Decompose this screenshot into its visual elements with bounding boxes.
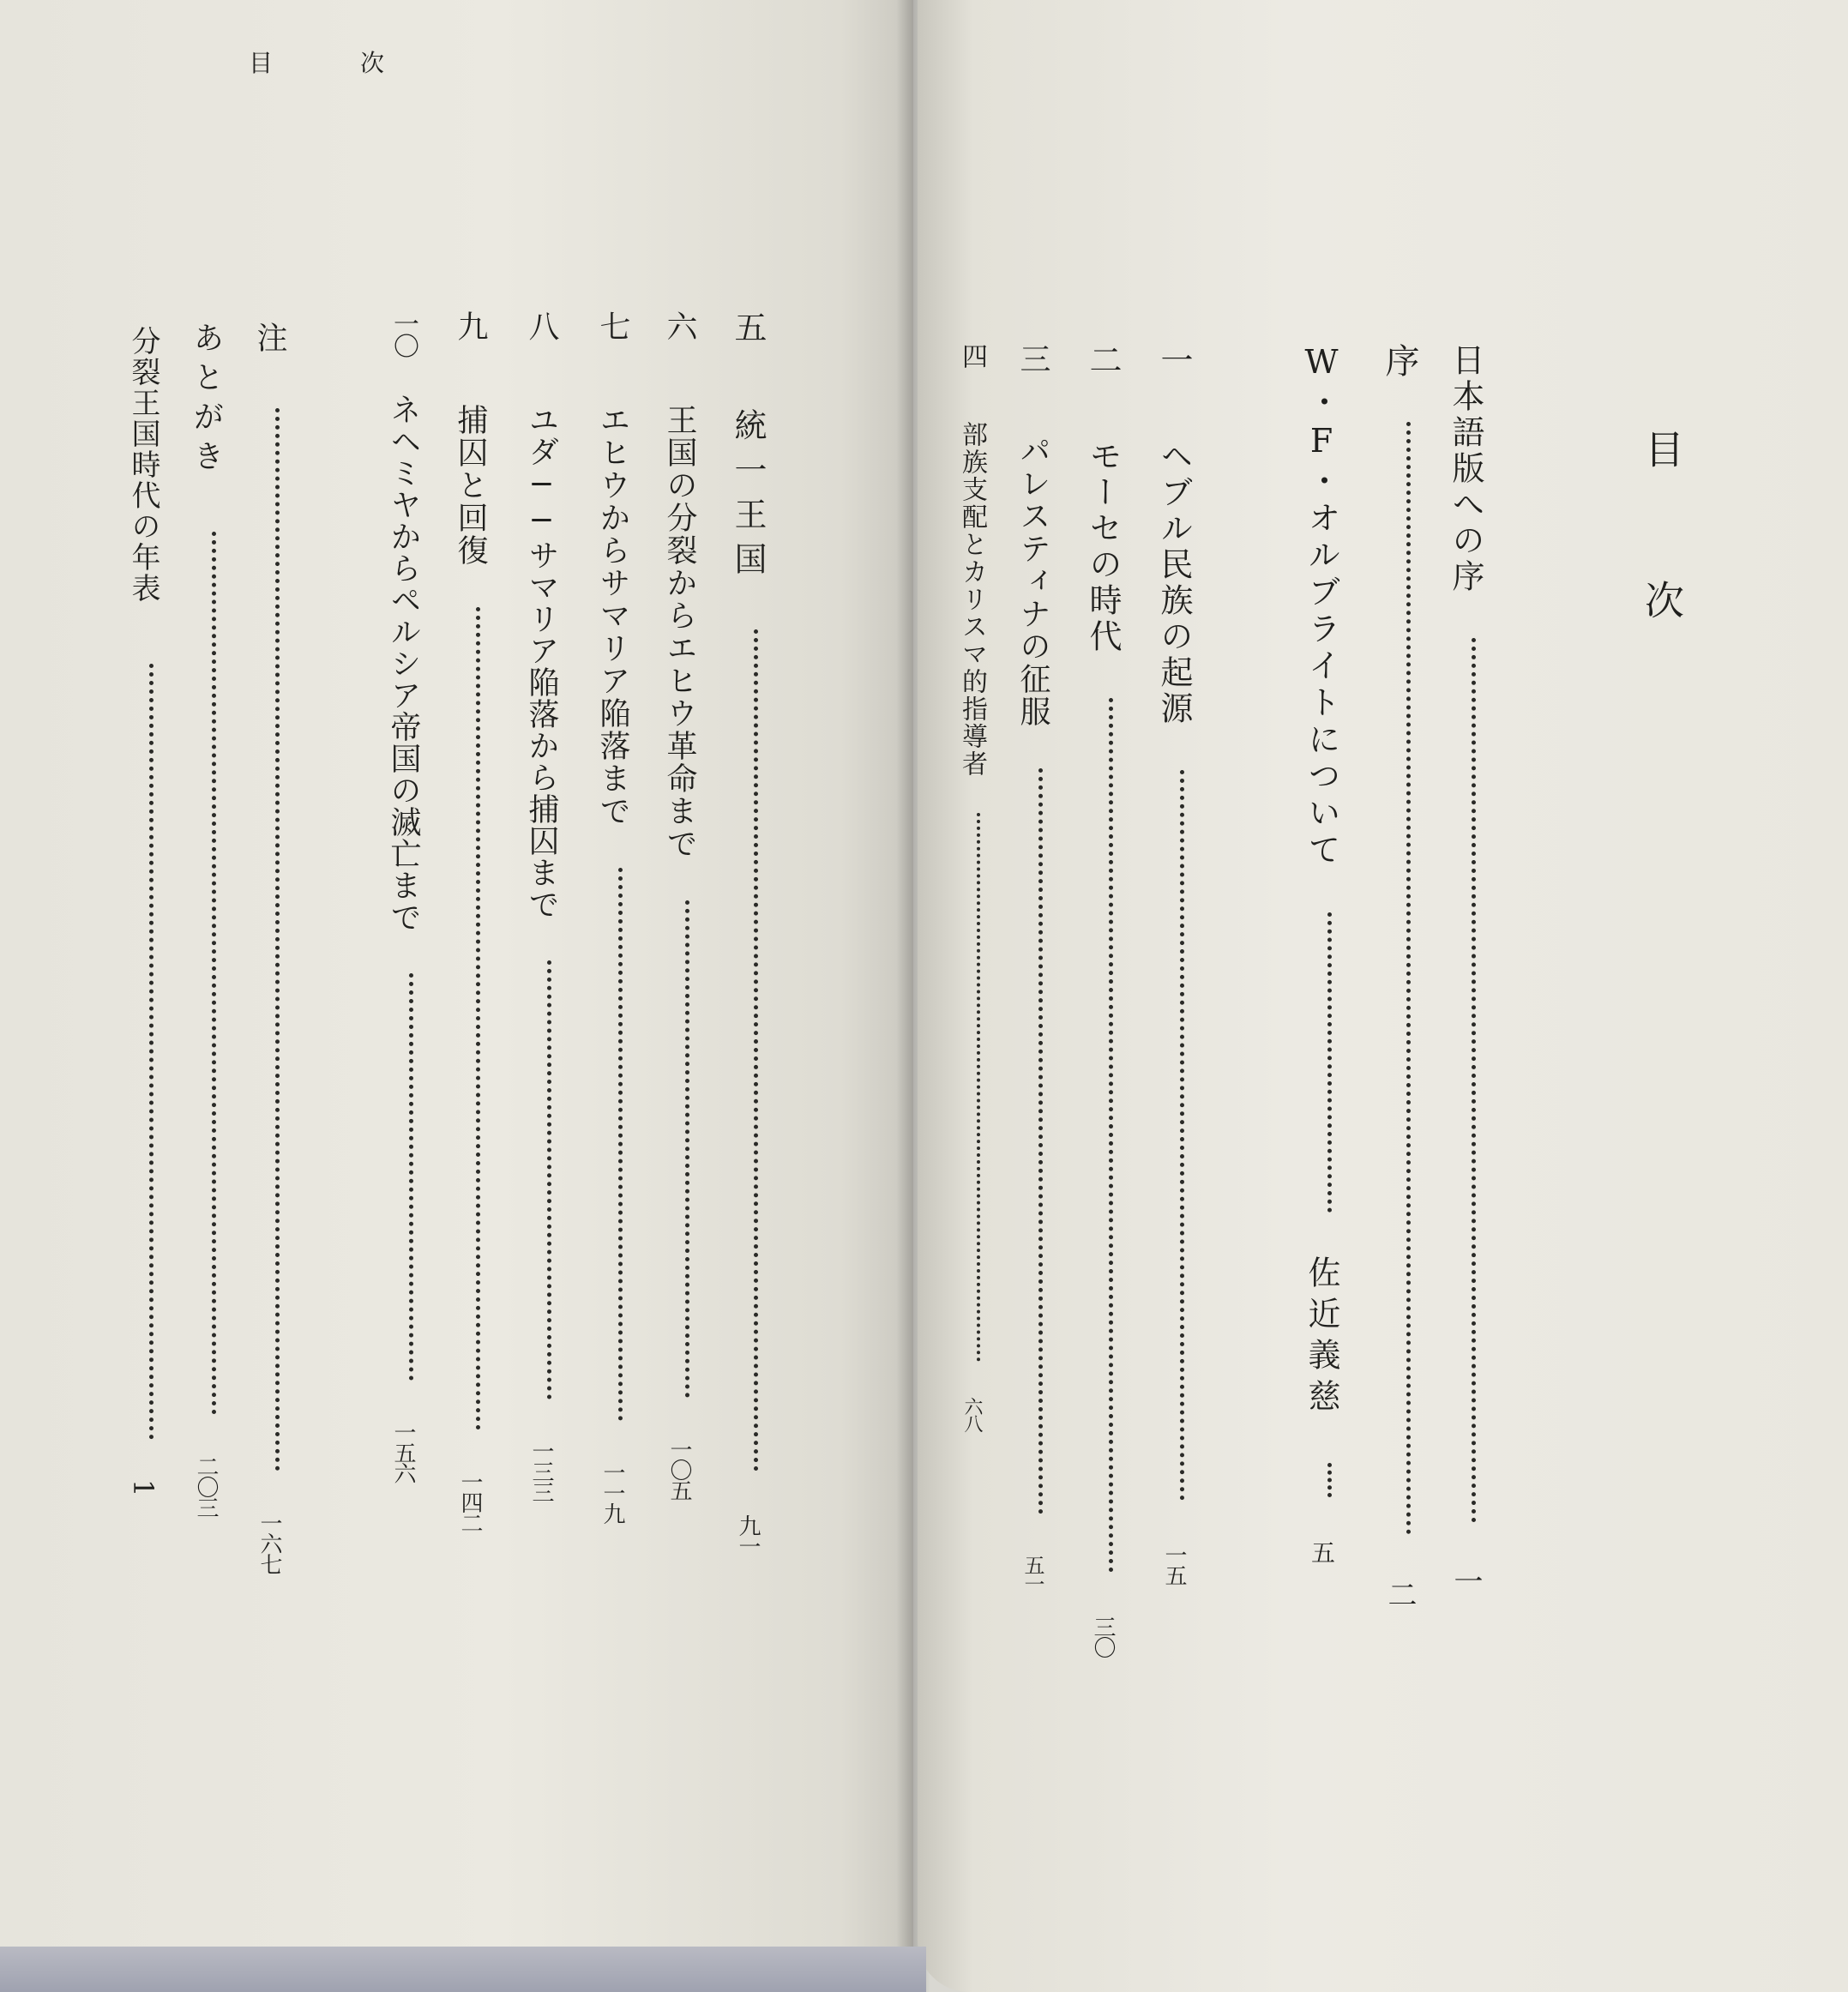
leader-dots: [685, 900, 689, 1398]
page-number: 二: [1382, 1580, 1417, 1607]
leader-dots: [754, 629, 758, 1471]
toc-entry-9: [453, 310, 488, 1532]
toc-entry-6: [664, 310, 695, 1500]
page-number: 一六七: [256, 1512, 282, 1574]
page-number: 一五六: [390, 1421, 416, 1483]
toc-entry-1: [1155, 343, 1193, 1585]
chapter-title: 分裂王国時代の年表: [126, 326, 160, 604]
leader-dots: [409, 973, 413, 1381]
toc-entry-preface: [1382, 343, 1417, 1607]
running-head-char-1: 目: [249, 49, 275, 77]
chapter-number: 六: [662, 310, 697, 341]
page-number: 六八: [961, 1397, 983, 1431]
running-head-char-2: 次: [359, 49, 386, 77]
chapter-title: 序: [1380, 343, 1419, 377]
chapter-number: 八: [524, 310, 559, 341]
toc-entry-chronology: [126, 326, 160, 1496]
chapter-title: 部族支配とカリスマ的指導者: [957, 421, 987, 778]
chapter-title: パレスティナの征服: [1015, 435, 1050, 728]
chapter-number: 七: [595, 310, 630, 341]
chapter-title: ヘブル民族の起源: [1155, 439, 1193, 727]
page-number: 三〇: [1090, 1616, 1116, 1657]
leader-dots: [1180, 770, 1184, 1501]
chapter-title: あとがき: [189, 322, 224, 479]
chapter-title: エヒウからサマリア陥落まで: [595, 404, 630, 827]
leader-dots: [476, 607, 480, 1430]
leader-dots: [1038, 768, 1043, 1514]
chapter-number: 一: [1155, 343, 1193, 376]
left-page: [0, 0, 913, 1992]
page-number: 二〇三: [193, 1455, 219, 1517]
leader-dots: [618, 868, 623, 1421]
toc-entry-5: [729, 310, 767, 1556]
leader-dots: [547, 960, 551, 1399]
page-number: 一: [1448, 1566, 1483, 1593]
page-number: 一四二: [457, 1471, 483, 1532]
toc-entry-afterword: [189, 322, 224, 1517]
chapter-title: ネヘミヤからペルシア帝国の滅亡まで: [386, 394, 421, 933]
desk-shadow: [0, 1947, 926, 1992]
author-name: 佐近義慈: [1303, 1255, 1340, 1420]
page-number: 一〇五: [666, 1438, 692, 1500]
toc-entry-japanese-preface: [1449, 343, 1482, 1593]
toc-entry-4: [957, 343, 987, 1431]
toc-entry-8: [526, 310, 557, 1502]
chapter-number: 五: [729, 310, 767, 343]
leader-dots: [1327, 1463, 1332, 1497]
page-number: 五一: [1020, 1555, 1044, 1592]
leader-dots: [977, 813, 980, 1362]
toc-entry-albright: [1305, 343, 1338, 1562]
page-number: 一五: [1161, 1544, 1187, 1585]
toc-entry-3: [1017, 343, 1048, 1592]
chapter-title: ユダ──サマリア陥落から捕囚まで: [524, 404, 559, 920]
leader-dots: [1109, 698, 1113, 1573]
toc-entry-2: [1084, 343, 1122, 1657]
page-number: 1: [127, 1479, 160, 1496]
page-number: 一一九: [599, 1461, 625, 1523]
chapter-title: 捕囚と回復: [453, 404, 488, 567]
chapter-title: モーセの時代: [1084, 439, 1122, 655]
chapter-number: 二: [1084, 343, 1122, 376]
page-number: 九一: [735, 1514, 761, 1556]
toc-entry-notes: [254, 322, 285, 1574]
chapter-number: 一〇: [388, 310, 418, 355]
leader-dots: [212, 532, 216, 1415]
chapter-title: 日本語版への序: [1447, 343, 1484, 595]
chapter-title: 注: [252, 322, 287, 352]
chapter-title: 王国の分裂からエヒウ革命まで: [662, 404, 697, 860]
chapter-title: 統一王国: [729, 408, 767, 587]
page-number: 一三三: [528, 1440, 554, 1502]
page-title: 目次: [1639, 429, 1685, 731]
leader-dots: [1406, 422, 1411, 1535]
running-head: [249, 45, 386, 79]
chapter-title: W・F・オルブライトについて: [1303, 343, 1340, 870]
leader-dots: [149, 664, 153, 1440]
toc-entry-10: [386, 310, 421, 1483]
leader-dots: [275, 408, 280, 1471]
leader-dots: [1327, 912, 1332, 1213]
leader-dots: [1472, 638, 1476, 1523]
toc-entry-7: [597, 310, 628, 1523]
chapter-number: 九: [453, 310, 488, 341]
chapter-number: 四: [957, 343, 987, 369]
chapter-number: 三: [1015, 343, 1050, 374]
page-number: 五: [1308, 1540, 1336, 1562]
